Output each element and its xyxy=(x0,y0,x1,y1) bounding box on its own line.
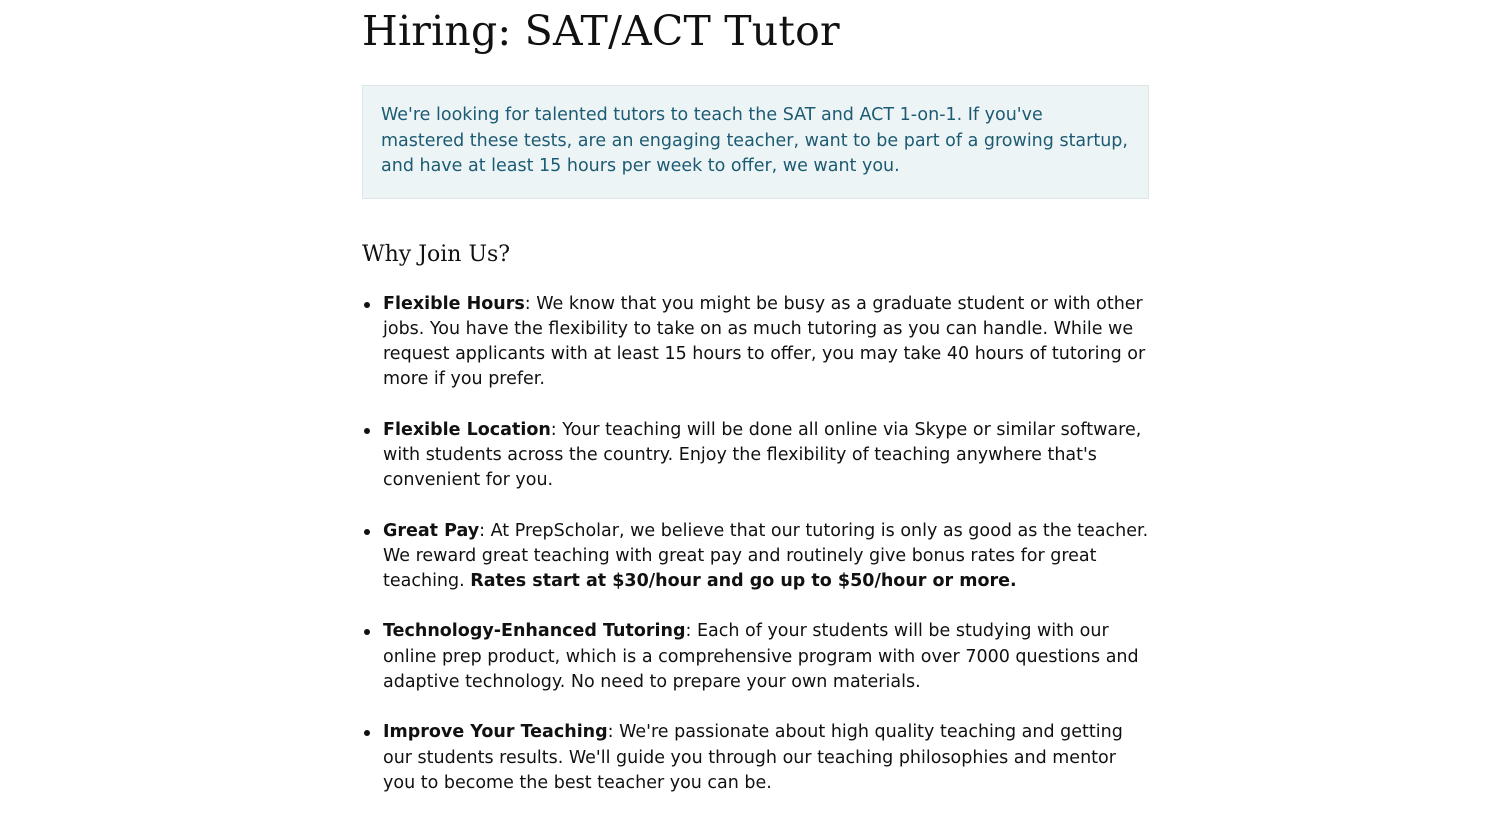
benefit-name: Flexible Location xyxy=(383,419,551,440)
bullet-icon xyxy=(364,529,370,535)
page-title: Hiring: SAT/ACT Tutor xyxy=(362,7,840,55)
benefit-name: Technology-Enhanced Tutoring xyxy=(383,621,686,642)
benefit-great-pay xyxy=(362,519,1149,595)
bullet-icon xyxy=(364,730,370,736)
benefit-flexible-hours xyxy=(362,292,1149,393)
benefits-list xyxy=(362,292,1149,797)
benefit-flexible-location xyxy=(362,418,1149,494)
why-join-heading: Why Join Us? xyxy=(362,241,511,267)
pay-rates: Rates start at $30/hour and go up to $50/hour or more. xyxy=(470,571,1017,592)
benefit-text: : Each of your students will be studying with our online prep product, which is a comprehensive program with over 7000 questions and adaptive technology. No need to prepare your own materials. xyxy=(383,621,1139,693)
bullet-icon xyxy=(364,428,370,434)
benefit-text: : We know that you might be busy as a graduate student or with other jobs. You have the flexibility to take on as much tutoring as you can handle. While we request applicants with at least 15 hours to offer, you may take 40 hours of tutoring or more if you prefer. xyxy=(383,293,1146,390)
benefit-text: : Your teaching will be done all online via Skype or similar software, with students across the country. Enjoy the flexibility of teaching anywhere that's convenient for you. xyxy=(383,419,1142,491)
benefit-name: Flexible Hours xyxy=(383,293,525,314)
benefit-name: Improve Your Teaching xyxy=(383,722,608,743)
benefit-text: : At PrepScholar, we believe that our tutoring is only as good as the teacher. We reward great teaching with great pay and routinely give bonus rates for great teaching. xyxy=(383,520,1149,592)
bullet-icon xyxy=(364,302,370,308)
intro-text: We're looking for talented tutors to teach the SAT and ACT 1-on-1. If you've mastered these tests, are an engaging teacher, want to be part of a growing startup, and have at least 15 hours per week to offer, we want you. xyxy=(381,105,1128,176)
benefit-name: Great Pay xyxy=(383,520,480,541)
intro-callout xyxy=(362,85,1149,199)
benefit-technology-enhanced-tutoring xyxy=(362,619,1149,695)
bullet-icon xyxy=(364,629,370,635)
benefit-improve-your-teaching xyxy=(362,720,1149,796)
benefit-text: : We're passionate about high quality teaching and getting our students results. We'll guide you through our teaching philosophies and mentor you to become the best teacher you can be. xyxy=(383,722,1123,793)
main-content xyxy=(362,0,1149,821)
